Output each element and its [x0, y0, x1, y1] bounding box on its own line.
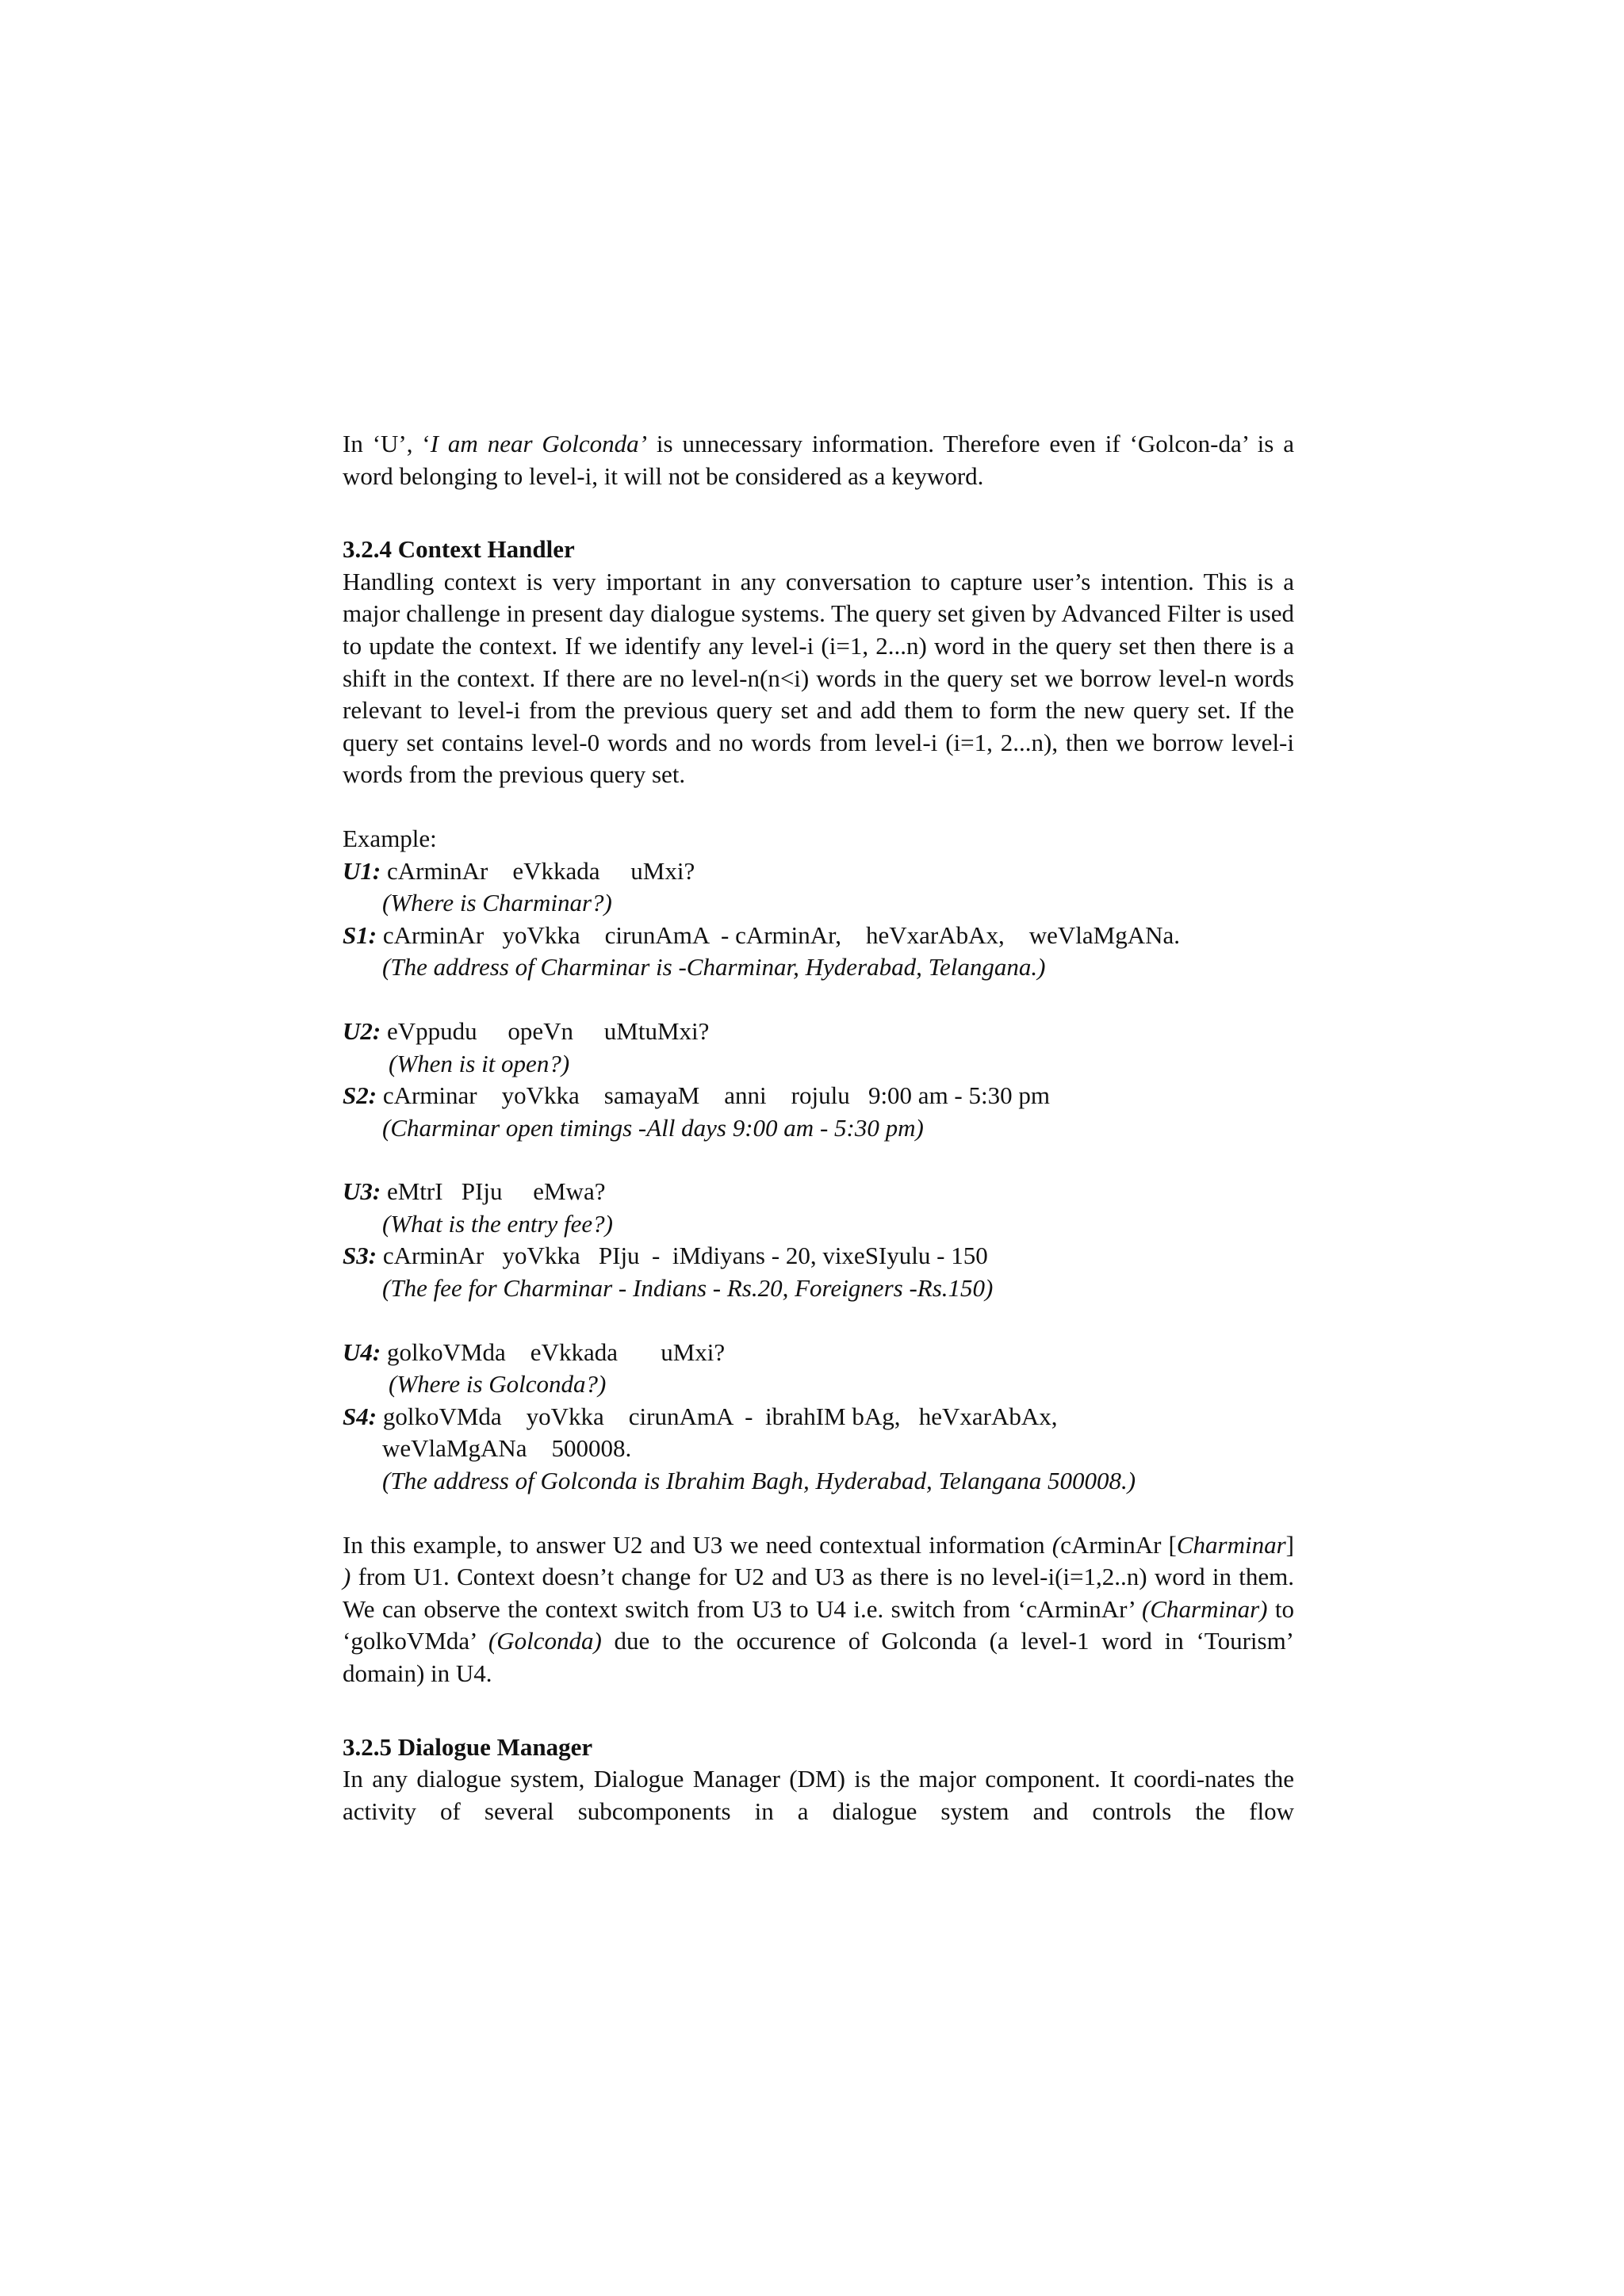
- dialogue-s1: [343, 920, 1294, 952]
- translation-u3: (What is the entry fee?): [382, 1209, 613, 1238]
- speaker-label: U1:: [343, 856, 381, 885]
- speaker-label: S4:: [343, 1402, 377, 1430]
- translation-s3: (The fee for Charminar - Indians - Rs.20, Foreigners -Rs.150): [382, 1274, 994, 1303]
- dialogue-u2: [343, 1016, 1294, 1048]
- translation-u1: (Where is Charminar?): [382, 889, 612, 917]
- dialogue-s4-continuation: weVlaMgANa 500008.: [382, 1434, 632, 1463]
- utterance-text: cArminAr eVkkada uMxi?: [381, 856, 695, 885]
- explain-text: due to the occurence of Golconda (a level-1 word in ‘Tourism’ domain) in U4.: [343, 1627, 1294, 1687]
- context-handler-paragraph: Handling context is very important in any conversation to capture user’s intention. This is a major challenge in present day dialogue systems. The query set given by Advanced Filter is used to update the context. If we identify any level-i (i=1, 2...n) word in the query set then there is a shift in the context. If there are no level-n(n<i) words in the query set we borrow level-n words relevant to level-i from the previous query set and add them to form the new query set. If the query set contains level-0 words and no words from level-i (i=1, 2...n), then we borrow level-i words from the previous query set.: [343, 567, 1294, 789]
- utterance-text: golkoVMda yoVkka cirunAmA - ibrahIM bAg, heVxarAbAx,: [377, 1402, 1058, 1430]
- utterance-text: eMtrI PIju eMwa?: [381, 1177, 606, 1206]
- explain-paren-open: (: [1051, 1530, 1061, 1559]
- translation-u4: (Where is Golconda?): [389, 1370, 607, 1399]
- explain-term: (Charminar): [1142, 1594, 1268, 1623]
- speaker-label: U4:: [343, 1337, 381, 1366]
- utterance-text: cArminAr yoVkka PIju - iMdiyans - 20, vixeSIyulu - 150: [377, 1242, 988, 1270]
- utterance-text: cArminAr yoVkka cirunAmA - cArminAr, heVxarAbAx, weVlaMgANa.: [377, 920, 1180, 949]
- speaker-label: S3:: [343, 1242, 377, 1270]
- explain-text: cArminAr [: [1060, 1530, 1177, 1559]
- dialogue-s3: [343, 1240, 1294, 1272]
- dialogue-manager-paragraph: In any dialogue system, Dialogue Manager (DM) is the major component. It coordi-nates the activity of several subcomponents in a dialogue system and controls the flow: [343, 1765, 1294, 1825]
- intro-text-1: In ‘U’, ‘: [343, 430, 431, 457]
- dialogue-u1: [343, 855, 1294, 888]
- dialogue-s4: [343, 1401, 1294, 1433]
- section-heading-context-handler: 3.2.4 Context Handler: [343, 535, 575, 564]
- explain-text: from U1. Context doesn’t change for U2 and U3 as there is no level-i(i=1,2..n) word in them. We can observe the context switch from U3 to U4 i.e. switch from ‘cArminAr’: [343, 1563, 1294, 1623]
- intro-quote: I am near Golconda’: [430, 430, 648, 457]
- section-heading-dialogue-manager: 3.2.5 Dialogue Manager: [343, 1732, 593, 1761]
- utterance-text: golkoVMda eVkkada uMxi?: [381, 1337, 726, 1366]
- dialogue-u4: [343, 1337, 1294, 1369]
- example-block: [343, 823, 1294, 1498]
- intro-paragraph: [343, 428, 1294, 492]
- explain-text: In this example, to answer U2 and U3 we need contextual information: [343, 1530, 1052, 1559]
- utterance-text: eVppudu opeVn uMtuMxi?: [381, 1016, 710, 1045]
- dialogue-u3: [343, 1176, 1294, 1208]
- translation-s4: (The address of Golconda is Ibrahim Bagh, Hyderabad, Telangana 500008.): [382, 1467, 1136, 1495]
- explain-term: (Golconda): [488, 1627, 602, 1655]
- explain-term: Charminar: [1176, 1530, 1286, 1559]
- translation-s1: (The address of Charminar is -Charminar, Hyderabad, Telangana.): [382, 953, 1046, 982]
- explain-text: to ‘golkoVMda’: [343, 1594, 1294, 1655]
- explain-paren-close: ): [343, 1563, 351, 1591]
- utterance-text: cArminar yoVkka samayaM anni rojulu 9:00 am - 5:30 pm: [377, 1081, 1050, 1110]
- explain-text: ]: [1285, 1530, 1294, 1559]
- example-label: Example:: [343, 824, 437, 852]
- explanation-paragraph: [343, 1529, 1294, 1690]
- speaker-label: U2:: [343, 1016, 381, 1045]
- intro-text-2: is unnecessary information. Therefore even if ‘Golcon-da’ is a word belonging to level-i, it will not be considered as a keyword.: [343, 430, 1294, 490]
- page-content: [343, 428, 1294, 1827]
- translation-u2: (When is it open?): [389, 1049, 570, 1077]
- speaker-label: S1:: [343, 920, 377, 949]
- speaker-label: U3:: [343, 1177, 381, 1206]
- speaker-label: S2:: [343, 1081, 377, 1110]
- dialogue-s2: [343, 1080, 1294, 1112]
- translation-s2: (Charminar open timings -All days 9:00 am - 5:30 pm): [382, 1113, 924, 1142]
